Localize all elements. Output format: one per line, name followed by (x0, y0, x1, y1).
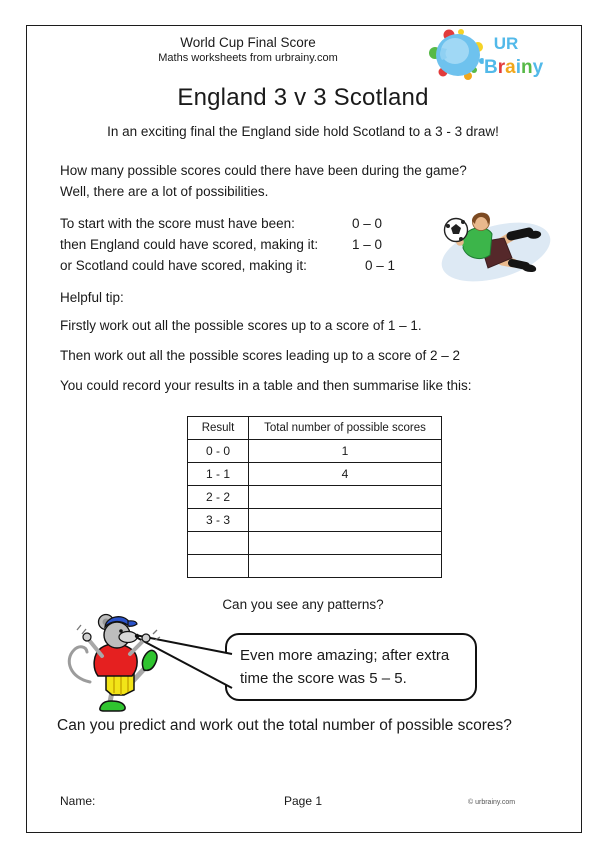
cell-total: 1 (249, 440, 442, 463)
header-title: World Cup Final Score (180, 35, 316, 50)
cell-total (249, 486, 442, 509)
intro-line: In an exciting final the England side hold Scotland to a 3 - 3 draw! (107, 124, 499, 139)
score-line-value: 0 – 0 (352, 216, 383, 231)
mascot-section (60, 608, 490, 720)
cell-result (188, 532, 249, 555)
speech-bubble-tail (130, 634, 232, 688)
table-row (188, 463, 442, 486)
cell-result (188, 555, 249, 578)
results-table (187, 416, 442, 578)
header (28, 34, 468, 65)
cell-total (249, 509, 442, 532)
logo-text-ur: UR (493, 34, 519, 53)
mouse-shorts-shape (106, 674, 134, 695)
tip-line-3: You could record your results in a table and then summarise like this: (60, 378, 472, 393)
patterns-question: Can you see any patterns? (222, 597, 384, 612)
copyright-label: © urbrainy.com (468, 799, 516, 806)
helpful-tip-label: Helpful tip: (60, 290, 124, 305)
question-line-1: How many possible scores could there have been during the game? (60, 163, 467, 178)
cell-result: 2 - 2 (188, 486, 249, 509)
score-line-value: 0 – 1 (365, 258, 396, 273)
tip-line-1: Firstly work out all the possible scores up to a score of 1 – 1. (60, 318, 422, 333)
table-row (188, 555, 442, 578)
header-subtitle: Maths worksheets from urbrainy.com (158, 52, 338, 64)
mouse-head-shape (104, 622, 130, 648)
goalkeeper-illustration (430, 200, 572, 300)
table-header-row (188, 417, 442, 440)
table-row (188, 509, 442, 532)
cell-result: 1 - 1 (188, 463, 249, 486)
score-line-value: 1 – 0 (352, 237, 383, 252)
mouse-shirt-shape (94, 644, 137, 676)
page-number: Page 1 (283, 794, 323, 808)
score-line-label: or Scotland could have scored, making it: (60, 258, 307, 273)
question-block (60, 160, 520, 202)
page-title: England 3 v 3 Scotland (177, 84, 429, 111)
cell-total (249, 555, 442, 578)
question-line-2: Well, there are a lot of possibilities. (60, 184, 269, 199)
mouse-shoe-shape (100, 701, 125, 711)
score-line-label: then England could have scored, making it: (60, 237, 319, 252)
score-line-label: To start with the score must have been: (60, 216, 295, 231)
column-header-result: Result (188, 417, 249, 440)
logo-text-brainy: Brainy (484, 57, 544, 78)
tip-line-2: Then work out all the possible scores leading up to a score of 2 – 2 (60, 348, 460, 363)
urbrainy-logo-icon (428, 28, 556, 84)
table-row (188, 532, 442, 555)
mouse-cap-shape (105, 617, 129, 627)
cell-result: 3 - 3 (188, 509, 249, 532)
table-row (188, 486, 442, 509)
name-label: Name: (60, 794, 96, 808)
speech-bubble: Even more amazing; after extra time the score was 5 – 5. (225, 633, 477, 701)
final-question: Can you predict and work out the total number of possible scores? (57, 717, 512, 734)
column-header-total: Total number of possible scores (249, 417, 442, 440)
cell-total: 4 (249, 463, 442, 486)
mouse-shoe-shape (142, 650, 157, 670)
cell-total (249, 532, 442, 555)
table-row (188, 440, 442, 463)
cell-result: 0 - 0 (188, 440, 249, 463)
